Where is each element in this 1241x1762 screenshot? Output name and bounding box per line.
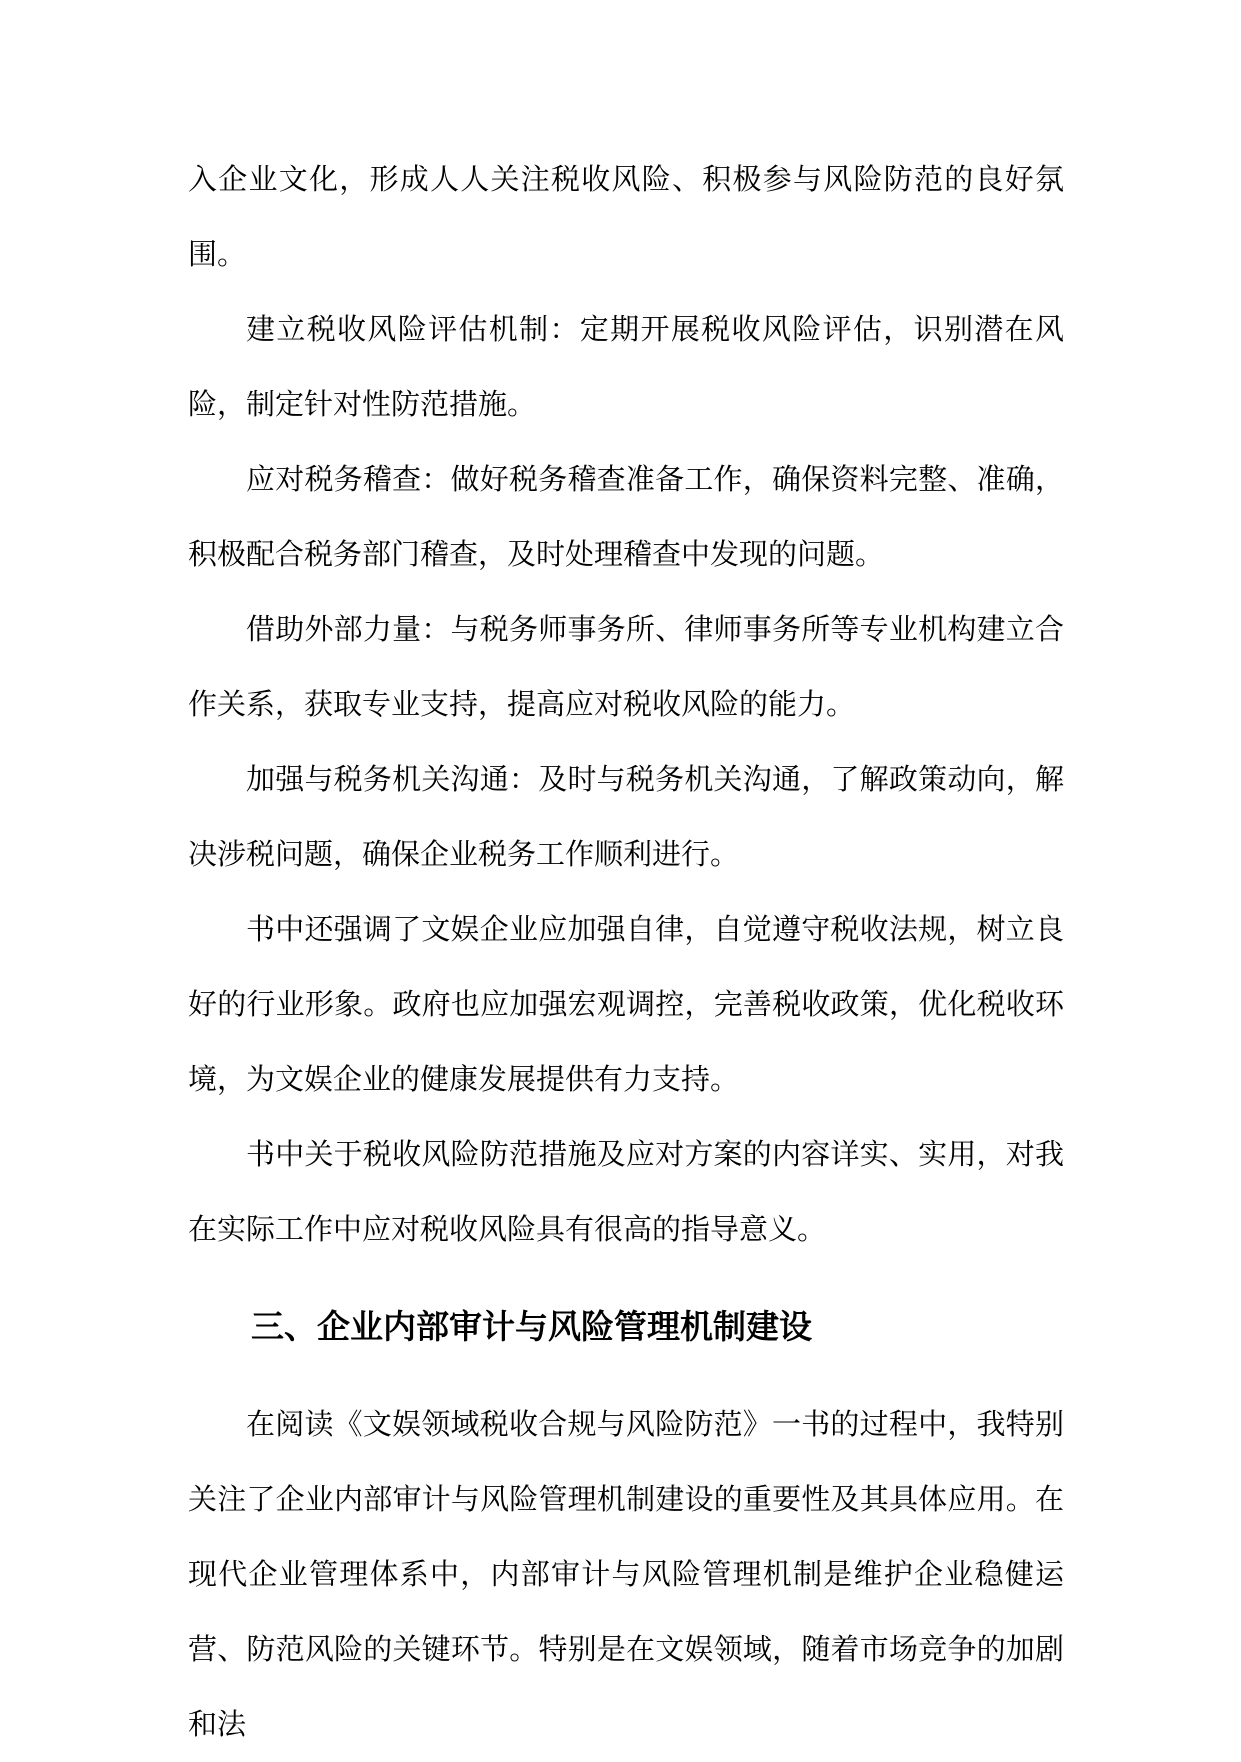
paragraph-guidance: 书中关于税收风险防范措施及应对方案的内容详实、实用，对我在实际工作中应对税收风险具有很高的指导意义。 — [188, 1137, 1064, 1246]
paragraph-external-support: 借助外部力量：与税务师事务所、律师事务所等专业机构建立合作关系，获取专业支持，提高应对税收风险的能力。 — [188, 612, 1064, 721]
section-heading: 三、企业内部审计与风险管理机制建设 — [251, 1307, 812, 1346]
paragraph-internal-audit: 在阅读《文娱领域税收合规与风险防范》一书的过程中，我特别关注了企业内部审计与风险管理机制建设的重要性及其具体应用。在现代企业管理体系中，内部审计与风险管理机制是维护企业稳健运营、防范风险的关键环节。特别是在文娱领域，随着市场竞争的加剧和法 — [188, 1407, 1064, 1741]
paragraph-continuation: 入企业文化，形成人人关注税收风险、积极参与风险防范的良好氛围。 — [188, 162, 1064, 271]
paragraph-self-discipline: 书中还强调了文娱企业应加强自律，自觉遵守税收法规，树立良好的行业形象。政府也应加强宏观调控，完善税收政策，优化税收环境，为文娱企业的健康发展提供有力支持。 — [188, 912, 1064, 1096]
paragraph-tax-authority-communication: 加强与税务机关沟通：及时与税务机关沟通，了解政策动向，解决涉税问题，确保企业税务工作顺利进行。 — [188, 762, 1064, 871]
paragraph-risk-assessment: 建立税收风险评估机制：定期开展税收风险评估，识别潜在风险，制定针对性防范措施。 — [188, 312, 1064, 421]
paragraph-tax-audit: 应对税务稽查：做好税务稽查准备工作，确保资料完整、准确，积极配合税务部门稽查，及时处理稽查中发现的问题。 — [188, 462, 1064, 571]
document-body — [188, 142, 1064, 1762]
